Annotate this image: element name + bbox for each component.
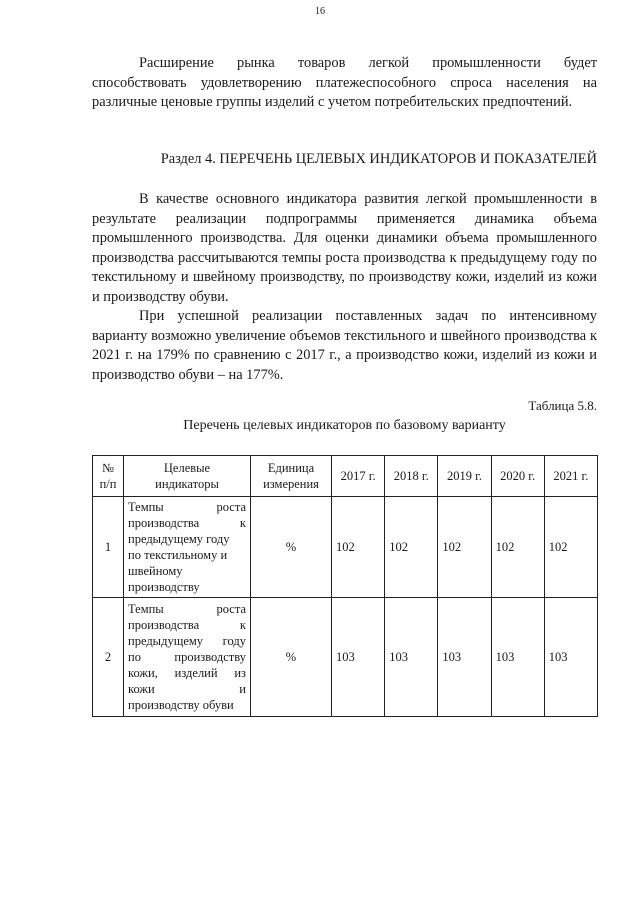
table-row (93, 598, 598, 717)
row-name-line: кожи, изделий из (128, 666, 246, 680)
row-name-line: предыдущему году (128, 634, 246, 648)
header-indicators (124, 456, 251, 497)
table-header-row (93, 456, 598, 497)
section-heading: Раздел 4. ПЕРЕЧЕНЬ ЦЕЛЕВЫХ ИНДИКАТОРОВ И ПОКАЗАТЕЛЕЙ (160, 151, 597, 167)
row-indicator-name (124, 497, 251, 598)
row-num: 2 (93, 598, 124, 717)
row-value-2020: 103 (491, 598, 544, 717)
row-value-2021: 102 (544, 497, 597, 598)
row-name-line: производства к (128, 516, 246, 530)
header-year-2017: 2017 г. (332, 456, 385, 497)
header-indicators-line2: индикаторы (155, 477, 219, 491)
header-year-2018: 2018 г. (385, 456, 438, 497)
header-unit-line1: Единица (267, 461, 315, 475)
paragraph-market-expansion: Расширение рынка товаров легкой промышленности будет способствовать удовлетворению платежеспособного спроса населения на различные ценовые группы изделий с учетом потребительских предпочтений. (92, 55, 597, 110)
row-name-line: по производству (128, 650, 246, 664)
table-row (93, 497, 598, 598)
row-value-2018: 102 (385, 497, 438, 598)
paragraph-main-indicator: В качестве основного индикатора развития легкой промышленности в результате реализации подпрограммы применяется динамика объема промышленного производства. Для оценки динамики объема промышленного производства рассчитываются темпы роста производства к предыдущему году по текстильному и швейному производству, по производству кожи, изделий из кожи и производству обуви. (92, 191, 597, 305)
table-caption: Перечень целевых индикаторов по базовому варианту (183, 418, 506, 433)
row-name-line: производству обуви (128, 698, 234, 712)
row-name-line: швейному (128, 564, 183, 578)
header-year-2020: 2020 г. (491, 456, 544, 497)
header-year-2021: 2021 г. (544, 456, 597, 497)
page-number: 16 (315, 6, 325, 17)
row-name-line: Темпы роста (128, 500, 246, 514)
header-num-line2: п/п (99, 477, 117, 491)
row-indicator-name (124, 598, 251, 717)
row-value-2019: 103 (438, 598, 491, 717)
header-unit (251, 456, 332, 497)
row-unit: % (251, 497, 332, 598)
row-value-2020: 102 (491, 497, 544, 598)
row-value-2019: 102 (438, 497, 491, 598)
header-indicators-line1: Целевые (163, 461, 211, 475)
row-name-line: кожи и (128, 682, 246, 696)
row-value-2018: 103 (385, 598, 438, 717)
row-num: 1 (93, 497, 124, 598)
row-unit: % (251, 598, 332, 717)
row-name-line: предыдущему году (128, 532, 230, 546)
row-name-line: производству (128, 580, 200, 594)
row-value-2021: 103 (544, 598, 597, 717)
header-num-line1: № (102, 461, 114, 475)
table-number: Таблица 5.8. (528, 398, 597, 413)
paragraph-intensive-variant: При успешной реализации поставленных задач по интенсивному варианту возможно увеличение объемов текстильного и швейного производства к 2021 г. на 179% по сравнению с 2017 г., а производство кожи, изделий из кожи и производство обуви – на 177%. (92, 308, 597, 383)
header-year-2019: 2019 г. (438, 456, 491, 497)
row-value-2017: 103 (332, 598, 385, 717)
indicators-table (92, 455, 598, 717)
row-name-line: производства к (128, 618, 246, 632)
header-unit-line2: измерения (263, 477, 319, 491)
row-name-line: Темпы роста (128, 602, 246, 616)
header-num (93, 456, 124, 497)
row-name-line: по текстильному и (128, 548, 228, 562)
row-value-2017: 102 (332, 497, 385, 598)
